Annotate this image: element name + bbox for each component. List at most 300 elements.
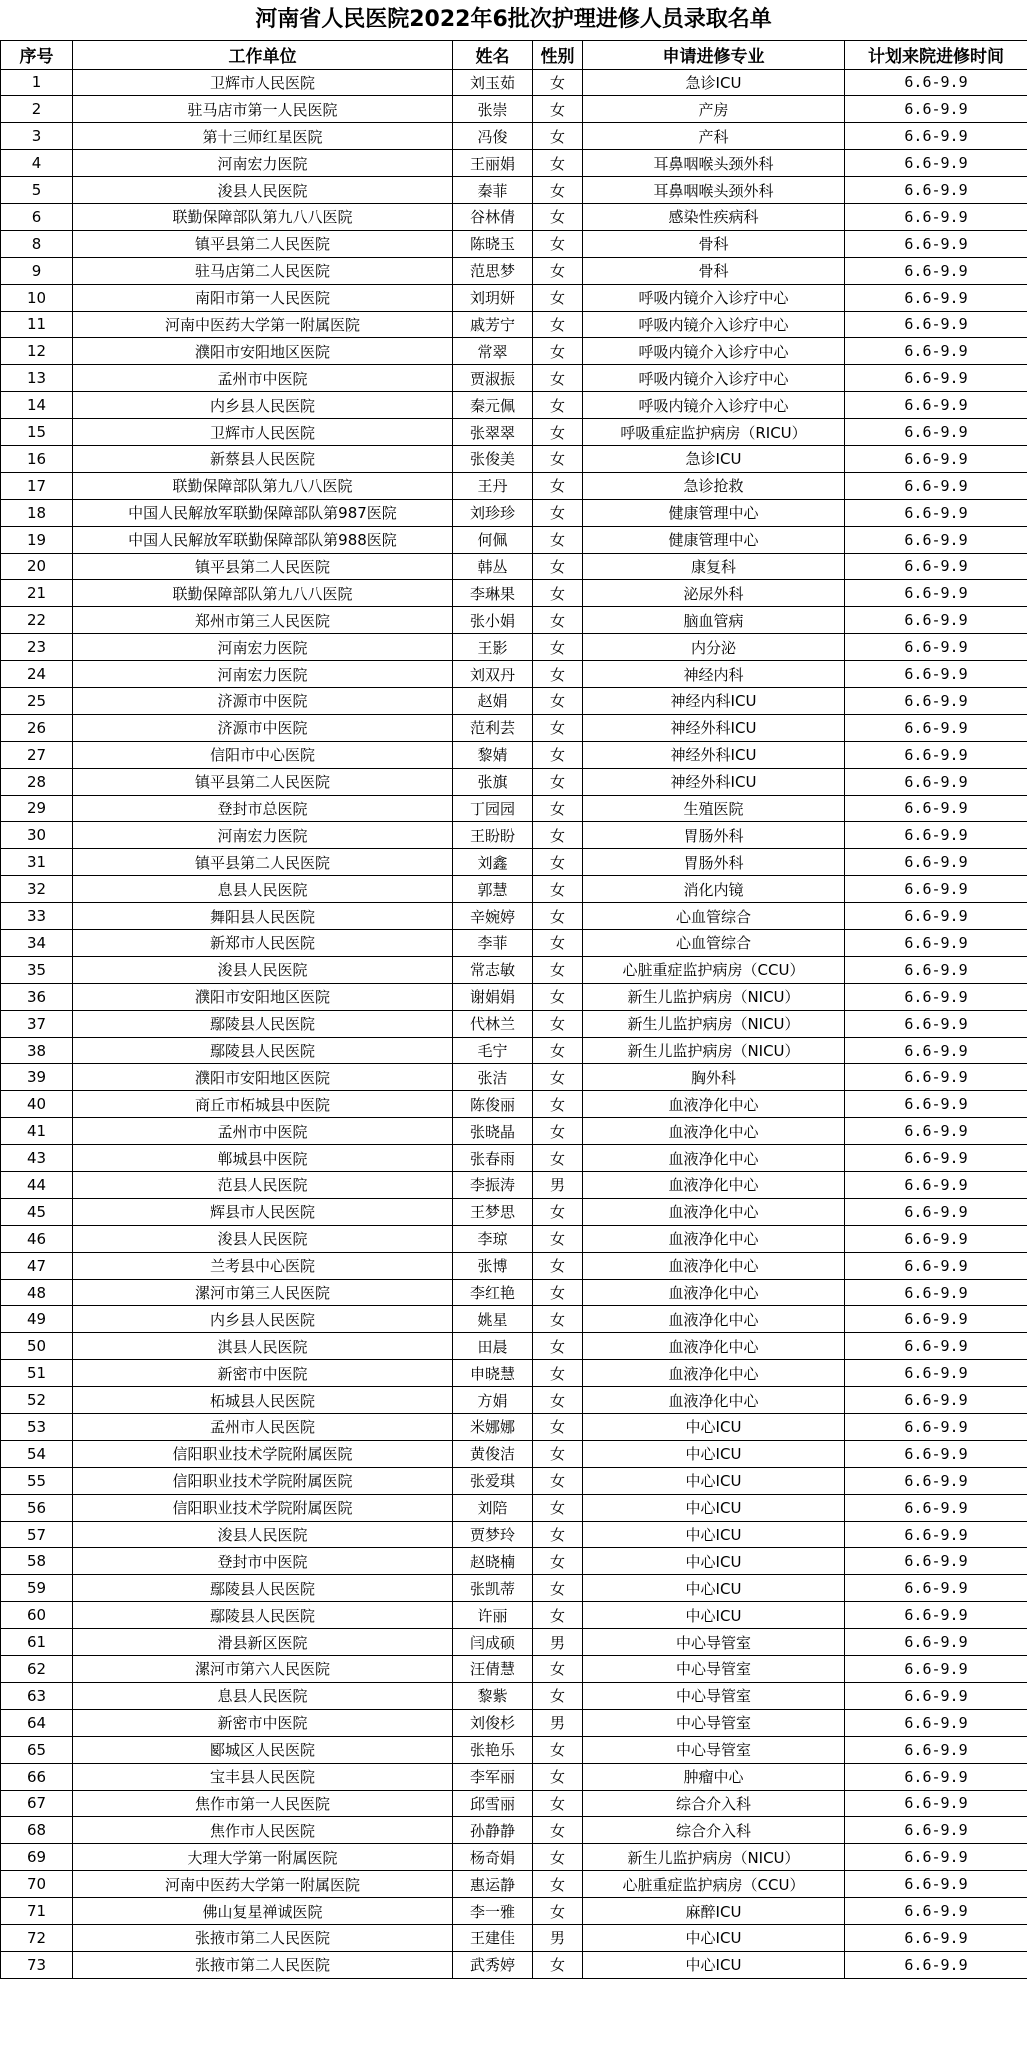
cell-seq: 61 [1,1629,73,1656]
cell-name: 王建佳 [453,1924,533,1951]
cell-seq: 9 [1,257,73,284]
cell-specialty: 中心导管室 [583,1629,845,1656]
cell-seq: 54 [1,1440,73,1467]
cell-gender: 女 [533,1333,583,1360]
cell-unit: 卫辉市人民医院 [73,69,453,96]
cell-period: 6.6-9.9 [845,1414,1027,1441]
cell-seq: 67 [1,1790,73,1817]
cell-gender: 女 [533,795,583,822]
cell-seq: 47 [1,1252,73,1279]
cell-unit: 孟州市人民医院 [73,1414,453,1441]
cell-unit: 濮阳市安阳地区医院 [73,1064,453,1091]
cell-specialty: 血液净化中心 [583,1198,845,1225]
cell-specialty: 血液净化中心 [583,1360,845,1387]
cell-unit: 舞阳县人民医院 [73,903,453,930]
table-row [1,1414,1027,1441]
cell-unit: 内乡县人民医院 [73,392,453,419]
cell-seq: 69 [1,1844,73,1871]
cell-specialty: 血液净化中心 [583,1172,845,1199]
cell-name: 张翠翠 [453,419,533,446]
cell-gender: 女 [533,1951,583,1978]
table-row [1,392,1027,419]
cell-gender: 女 [533,1145,583,1172]
table-row [1,499,1027,526]
header-row [1,41,1027,69]
cell-seq: 20 [1,553,73,580]
cell-specialty: 血液净化中心 [583,1145,845,1172]
cell-seq: 64 [1,1709,73,1736]
cell-unit: 滑县新区医院 [73,1629,453,1656]
cell-seq: 65 [1,1736,73,1763]
cell-unit: 鄢陵县人民医院 [73,1575,453,1602]
cell-name: 常志敏 [453,956,533,983]
cell-name: 杨奇娟 [453,1844,533,1871]
cell-seq: 5 [1,177,73,204]
cell-name: 刘陪 [453,1494,533,1521]
table-row [1,983,1027,1010]
table-row [1,1790,1027,1817]
cell-specialty: 急诊ICU [583,445,845,472]
cell-gender: 女 [533,69,583,96]
cell-period: 6.6-9.9 [845,526,1027,553]
cell-period: 6.6-9.9 [845,177,1027,204]
cell-period: 6.6-9.9 [845,822,1027,849]
cell-period: 6.6-9.9 [845,661,1027,688]
cell-specialty: 中心导管室 [583,1682,845,1709]
cell-unit: 登封市中医院 [73,1548,453,1575]
cell-specialty: 骨科 [583,257,845,284]
cell-period: 6.6-9.9 [845,338,1027,365]
cell-unit: 新蔡县人民医院 [73,445,453,472]
cell-seq: 68 [1,1817,73,1844]
cell-period: 6.6-9.9 [845,1629,1027,1656]
cell-specialty: 肿瘤中心 [583,1763,845,1790]
cell-specialty: 神经内科ICU [583,687,845,714]
cell-seq: 36 [1,983,73,1010]
cell-unit: 驻马店第二人民医院 [73,257,453,284]
cell-specialty: 中心导管室 [583,1736,845,1763]
cell-name: 韩丛 [453,553,533,580]
cell-name: 李一雅 [453,1898,533,1925]
cell-seq: 46 [1,1225,73,1252]
cell-seq: 23 [1,634,73,661]
cell-name: 冯俊 [453,123,533,150]
cell-gender: 女 [533,1467,583,1494]
cell-unit: 孟州市中医院 [73,365,453,392]
cell-gender: 女 [533,956,583,983]
cell-gender: 女 [533,96,583,123]
cell-specialty: 血液净化中心 [583,1279,845,1306]
table-row [1,1467,1027,1494]
cell-period: 6.6-9.9 [845,1844,1027,1871]
cell-name: 张洁 [453,1064,533,1091]
table-row [1,123,1027,150]
table-row [1,284,1027,311]
cell-specialty: 健康管理中心 [583,526,845,553]
cell-period: 6.6-9.9 [845,1252,1027,1279]
cell-seq: 14 [1,392,73,419]
cell-period: 6.6-9.9 [845,1037,1027,1064]
cell-specialty: 血液净化中心 [583,1252,845,1279]
cell-period: 6.6-9.9 [845,445,1027,472]
cell-name: 谢娟娟 [453,983,533,1010]
cell-gender: 女 [533,311,583,338]
cell-period: 6.6-9.9 [845,1736,1027,1763]
table-row [1,526,1027,553]
table-row [1,1279,1027,1306]
cell-seq: 50 [1,1333,73,1360]
cell-name: 姚星 [453,1306,533,1333]
cell-unit: 宝丰县人民医院 [73,1763,453,1790]
table-row [1,96,1027,123]
cell-specialty: 呼吸内镜介入诊疗中心 [583,392,845,419]
cell-unit: 河南宏力医院 [73,661,453,688]
cell-gender: 女 [533,177,583,204]
cell-name: 丁园园 [453,795,533,822]
table-row [1,150,1027,177]
cell-period: 6.6-9.9 [845,150,1027,177]
page-title: 河南省人民医院2022年6批次护理进修人员录取名单 [0,0,1027,41]
cell-specialty: 麻醉ICU [583,1898,845,1925]
cell-name: 张崇 [453,96,533,123]
cell-seq: 52 [1,1387,73,1414]
cell-seq: 72 [1,1924,73,1951]
cell-period: 6.6-9.9 [845,1064,1027,1091]
table-row [1,1871,1027,1898]
table-body [1,69,1027,1978]
cell-unit: 浚县人民医院 [73,1225,453,1252]
cell-unit: 河南宏力医院 [73,150,453,177]
cell-period: 6.6-9.9 [845,1360,1027,1387]
cell-period: 6.6-9.9 [845,687,1027,714]
table-row [1,311,1027,338]
cell-unit: 焦作市第一人民医院 [73,1790,453,1817]
cell-period: 6.6-9.9 [845,1387,1027,1414]
cell-gender: 女 [533,1790,583,1817]
cell-period: 6.6-9.9 [845,849,1027,876]
cell-seq: 53 [1,1414,73,1441]
cell-gender: 男 [533,1172,583,1199]
cell-unit: 浚县人民医院 [73,956,453,983]
cell-name: 范思梦 [453,257,533,284]
cell-seq: 59 [1,1575,73,1602]
cell-period: 6.6-9.9 [845,1198,1027,1225]
cell-unit: 镇平县第二人民医院 [73,849,453,876]
cell-seq: 4 [1,150,73,177]
cell-name: 田晨 [453,1333,533,1360]
table-row [1,1010,1027,1037]
cell-seq: 37 [1,1010,73,1037]
cell-unit: 兰考县中心医院 [73,1252,453,1279]
cell-gender: 女 [533,1198,583,1225]
cell-gender: 女 [533,1037,583,1064]
cell-specialty: 新生儿监护病房（NICU） [583,1037,845,1064]
cell-gender: 女 [533,1118,583,1145]
table-row [1,1145,1027,1172]
cell-unit: 信阳职业技术学院附属医院 [73,1494,453,1521]
cell-gender: 女 [533,1252,583,1279]
cell-unit: 漯河市第六人民医院 [73,1656,453,1683]
cell-period: 6.6-9.9 [845,1145,1027,1172]
cell-period: 6.6-9.9 [845,1467,1027,1494]
cell-seq: 21 [1,580,73,607]
cell-gender: 女 [533,983,583,1010]
cell-specialty: 心脏重症监护病房（CCU） [583,1871,845,1898]
cell-unit: 辉县市人民医院 [73,1198,453,1225]
table-row [1,472,1027,499]
cell-unit: 中国人民解放军联勤保障部队第988医院 [73,526,453,553]
cell-gender: 女 [533,1548,583,1575]
cell-name: 孙静静 [453,1817,533,1844]
cell-gender: 女 [533,230,583,257]
cell-period: 6.6-9.9 [845,1172,1027,1199]
cell-period: 6.6-9.9 [845,419,1027,446]
table-row [1,445,1027,472]
cell-gender: 女 [533,849,583,876]
cell-name: 谷林倩 [453,203,533,230]
cell-period: 6.6-9.9 [845,983,1027,1010]
cell-unit: 信阳职业技术学院附属医院 [73,1440,453,1467]
cell-name: 张凯蒂 [453,1575,533,1602]
cell-specialty: 心血管综合 [583,903,845,930]
table-row [1,1037,1027,1064]
cell-specialty: 呼吸内镜介入诊疗中心 [583,311,845,338]
cell-name: 惠运静 [453,1871,533,1898]
cell-specialty: 中心ICU [583,1440,845,1467]
cell-seq: 35 [1,956,73,983]
cell-seq: 19 [1,526,73,553]
cell-period: 6.6-9.9 [845,1790,1027,1817]
table-row [1,1898,1027,1925]
cell-period: 6.6-9.9 [845,714,1027,741]
cell-seq: 16 [1,445,73,472]
cell-name: 辛婉婷 [453,903,533,930]
cell-specialty: 心脏重症监护病房（CCU） [583,956,845,983]
table-row [1,876,1027,903]
table-row [1,1817,1027,1844]
table-row [1,69,1027,96]
cell-specialty: 内分泌 [583,634,845,661]
cell-name: 戚芳宁 [453,311,533,338]
cell-unit: 柘城县人民医院 [73,1387,453,1414]
cell-period: 6.6-9.9 [845,930,1027,957]
cell-name: 李菲 [453,930,533,957]
cell-period: 6.6-9.9 [845,1709,1027,1736]
cell-unit: 范县人民医院 [73,1172,453,1199]
cell-period: 6.6-9.9 [845,876,1027,903]
table-row [1,1091,1027,1118]
cell-gender: 女 [533,1010,583,1037]
cell-period: 6.6-9.9 [845,795,1027,822]
cell-gender: 女 [533,1306,583,1333]
cell-unit: 张掖市第二人民医院 [73,1951,453,1978]
cell-unit: 济源市中医院 [73,714,453,741]
cell-seq: 34 [1,930,73,957]
table-row [1,1225,1027,1252]
cell-period: 6.6-9.9 [845,96,1027,123]
cell-name: 黎婧 [453,741,533,768]
table-row [1,634,1027,661]
cell-name: 刘鑫 [453,849,533,876]
cell-gender: 女 [533,1575,583,1602]
table-row [1,1709,1027,1736]
table-row [1,1172,1027,1199]
cell-period: 6.6-9.9 [845,1951,1027,1978]
cell-specialty: 新生儿监护病房（NICU） [583,983,845,1010]
cell-unit: 联勤保障部队第九八八医院 [73,580,453,607]
cell-specialty: 中心ICU [583,1951,845,1978]
cell-period: 6.6-9.9 [845,1279,1027,1306]
cell-specialty: 耳鼻咽喉头颈外科 [583,150,845,177]
cell-unit: 息县人民医院 [73,1682,453,1709]
cell-specialty: 中心导管室 [583,1656,845,1683]
cell-period: 6.6-9.9 [845,1817,1027,1844]
cell-specialty: 急诊抢救 [583,472,845,499]
cell-gender: 女 [533,257,583,284]
cell-period: 6.6-9.9 [845,472,1027,499]
cell-gender: 女 [533,1279,583,1306]
cell-unit: 张掖市第二人民医院 [73,1924,453,1951]
cell-specialty: 血液净化中心 [583,1118,845,1145]
cell-unit: 联勤保障部队第九八八医院 [73,472,453,499]
cell-gender: 女 [533,741,583,768]
cell-unit: 浚县人民医院 [73,177,453,204]
table-row [1,1602,1027,1629]
cell-seq: 45 [1,1198,73,1225]
cell-period: 6.6-9.9 [845,768,1027,795]
cell-specialty: 新生儿监护病房（NICU） [583,1844,845,1871]
cell-specialty: 中心ICU [583,1494,845,1521]
cell-unit: 新郑市人民医院 [73,930,453,957]
cell-name: 陈俊丽 [453,1091,533,1118]
table-row [1,1494,1027,1521]
cell-gender: 女 [533,768,583,795]
cell-unit: 淇县人民医院 [73,1333,453,1360]
cell-unit: 镇平县第二人民医院 [73,230,453,257]
table-row [1,1682,1027,1709]
cell-seq: 33 [1,903,73,930]
cell-period: 6.6-9.9 [845,1494,1027,1521]
cell-period: 6.6-9.9 [845,1118,1027,1145]
cell-name: 刘双丹 [453,661,533,688]
cell-gender: 女 [533,365,583,392]
table-row [1,661,1027,688]
cell-gender: 男 [533,1924,583,1951]
table-row [1,849,1027,876]
cell-period: 6.6-9.9 [845,69,1027,96]
cell-period: 6.6-9.9 [845,284,1027,311]
cell-specialty: 神经内科 [583,661,845,688]
cell-period: 6.6-9.9 [845,580,1027,607]
cell-seq: 62 [1,1656,73,1683]
cell-name: 陈晓玉 [453,230,533,257]
cell-name: 王影 [453,634,533,661]
cell-period: 6.6-9.9 [845,203,1027,230]
cell-name: 范利芸 [453,714,533,741]
cell-period: 6.6-9.9 [845,365,1027,392]
header-specialty: 申请进修专业 [583,41,845,69]
cell-unit: 信阳职业技术学院附属医院 [73,1467,453,1494]
cell-seq: 28 [1,768,73,795]
cell-specialty: 中心ICU [583,1602,845,1629]
cell-unit: 鄢陵县人民医院 [73,1037,453,1064]
cell-unit: 焦作市人民医院 [73,1817,453,1844]
table-row [1,1252,1027,1279]
cell-period: 6.6-9.9 [845,634,1027,661]
table-row [1,1306,1027,1333]
table-row [1,768,1027,795]
cell-period: 6.6-9.9 [845,1548,1027,1575]
cell-gender: 女 [533,1387,583,1414]
cell-seq: 12 [1,338,73,365]
cell-seq: 8 [1,230,73,257]
cell-specialty: 新生儿监护病房（NICU） [583,1010,845,1037]
cell-seq: 15 [1,419,73,446]
cell-unit: 内乡县人民医院 [73,1306,453,1333]
table-row [1,1521,1027,1548]
cell-gender: 女 [533,930,583,957]
table-row [1,1440,1027,1467]
cell-period: 6.6-9.9 [845,1898,1027,1925]
cell-gender: 女 [533,526,583,553]
cell-unit: 卫辉市人民医院 [73,419,453,446]
cell-name: 李军丽 [453,1763,533,1790]
cell-unit: 新密市中医院 [73,1709,453,1736]
cell-period: 6.6-9.9 [845,392,1027,419]
cell-specialty: 感染性疾病科 [583,203,845,230]
cell-seq: 40 [1,1091,73,1118]
cell-unit: 信阳市中心医院 [73,741,453,768]
cell-specialty: 急诊ICU [583,69,845,96]
cell-name: 武秀婷 [453,1951,533,1978]
cell-seq: 39 [1,1064,73,1091]
cell-name: 李振涛 [453,1172,533,1199]
table-row [1,1360,1027,1387]
cell-gender: 女 [533,1736,583,1763]
cell-name: 王梦思 [453,1198,533,1225]
cell-unit: 郾城区人民医院 [73,1736,453,1763]
cell-gender: 女 [533,1817,583,1844]
cell-name: 何佩 [453,526,533,553]
cell-seq: 48 [1,1279,73,1306]
cell-unit: 河南中医药大学第一附属医院 [73,311,453,338]
cell-period: 6.6-9.9 [845,1602,1027,1629]
cell-gender: 女 [533,876,583,903]
cell-gender: 女 [533,687,583,714]
header-unit: 工作单位 [73,41,453,69]
cell-seq: 22 [1,607,73,634]
cell-seq: 43 [1,1145,73,1172]
cell-name: 代林兰 [453,1010,533,1037]
cell-period: 6.6-9.9 [845,230,1027,257]
cell-seq: 3 [1,123,73,150]
header-seq: 序号 [1,41,73,69]
cell-gender: 女 [533,392,583,419]
cell-period: 6.6-9.9 [845,1225,1027,1252]
cell-gender: 女 [533,150,583,177]
cell-name: 王丽娟 [453,150,533,177]
cell-unit: 大理大学第一附属医院 [73,1844,453,1871]
table-row [1,956,1027,983]
cell-name: 秦元佩 [453,392,533,419]
cell-specialty: 中心ICU [583,1924,845,1951]
cell-period: 6.6-9.9 [845,1763,1027,1790]
cell-unit: 鄢陵县人民医院 [73,1602,453,1629]
cell-gender: 女 [533,1871,583,1898]
cell-specialty: 产科 [583,123,845,150]
cell-unit: 河南宏力医院 [73,634,453,661]
table-row [1,338,1027,365]
